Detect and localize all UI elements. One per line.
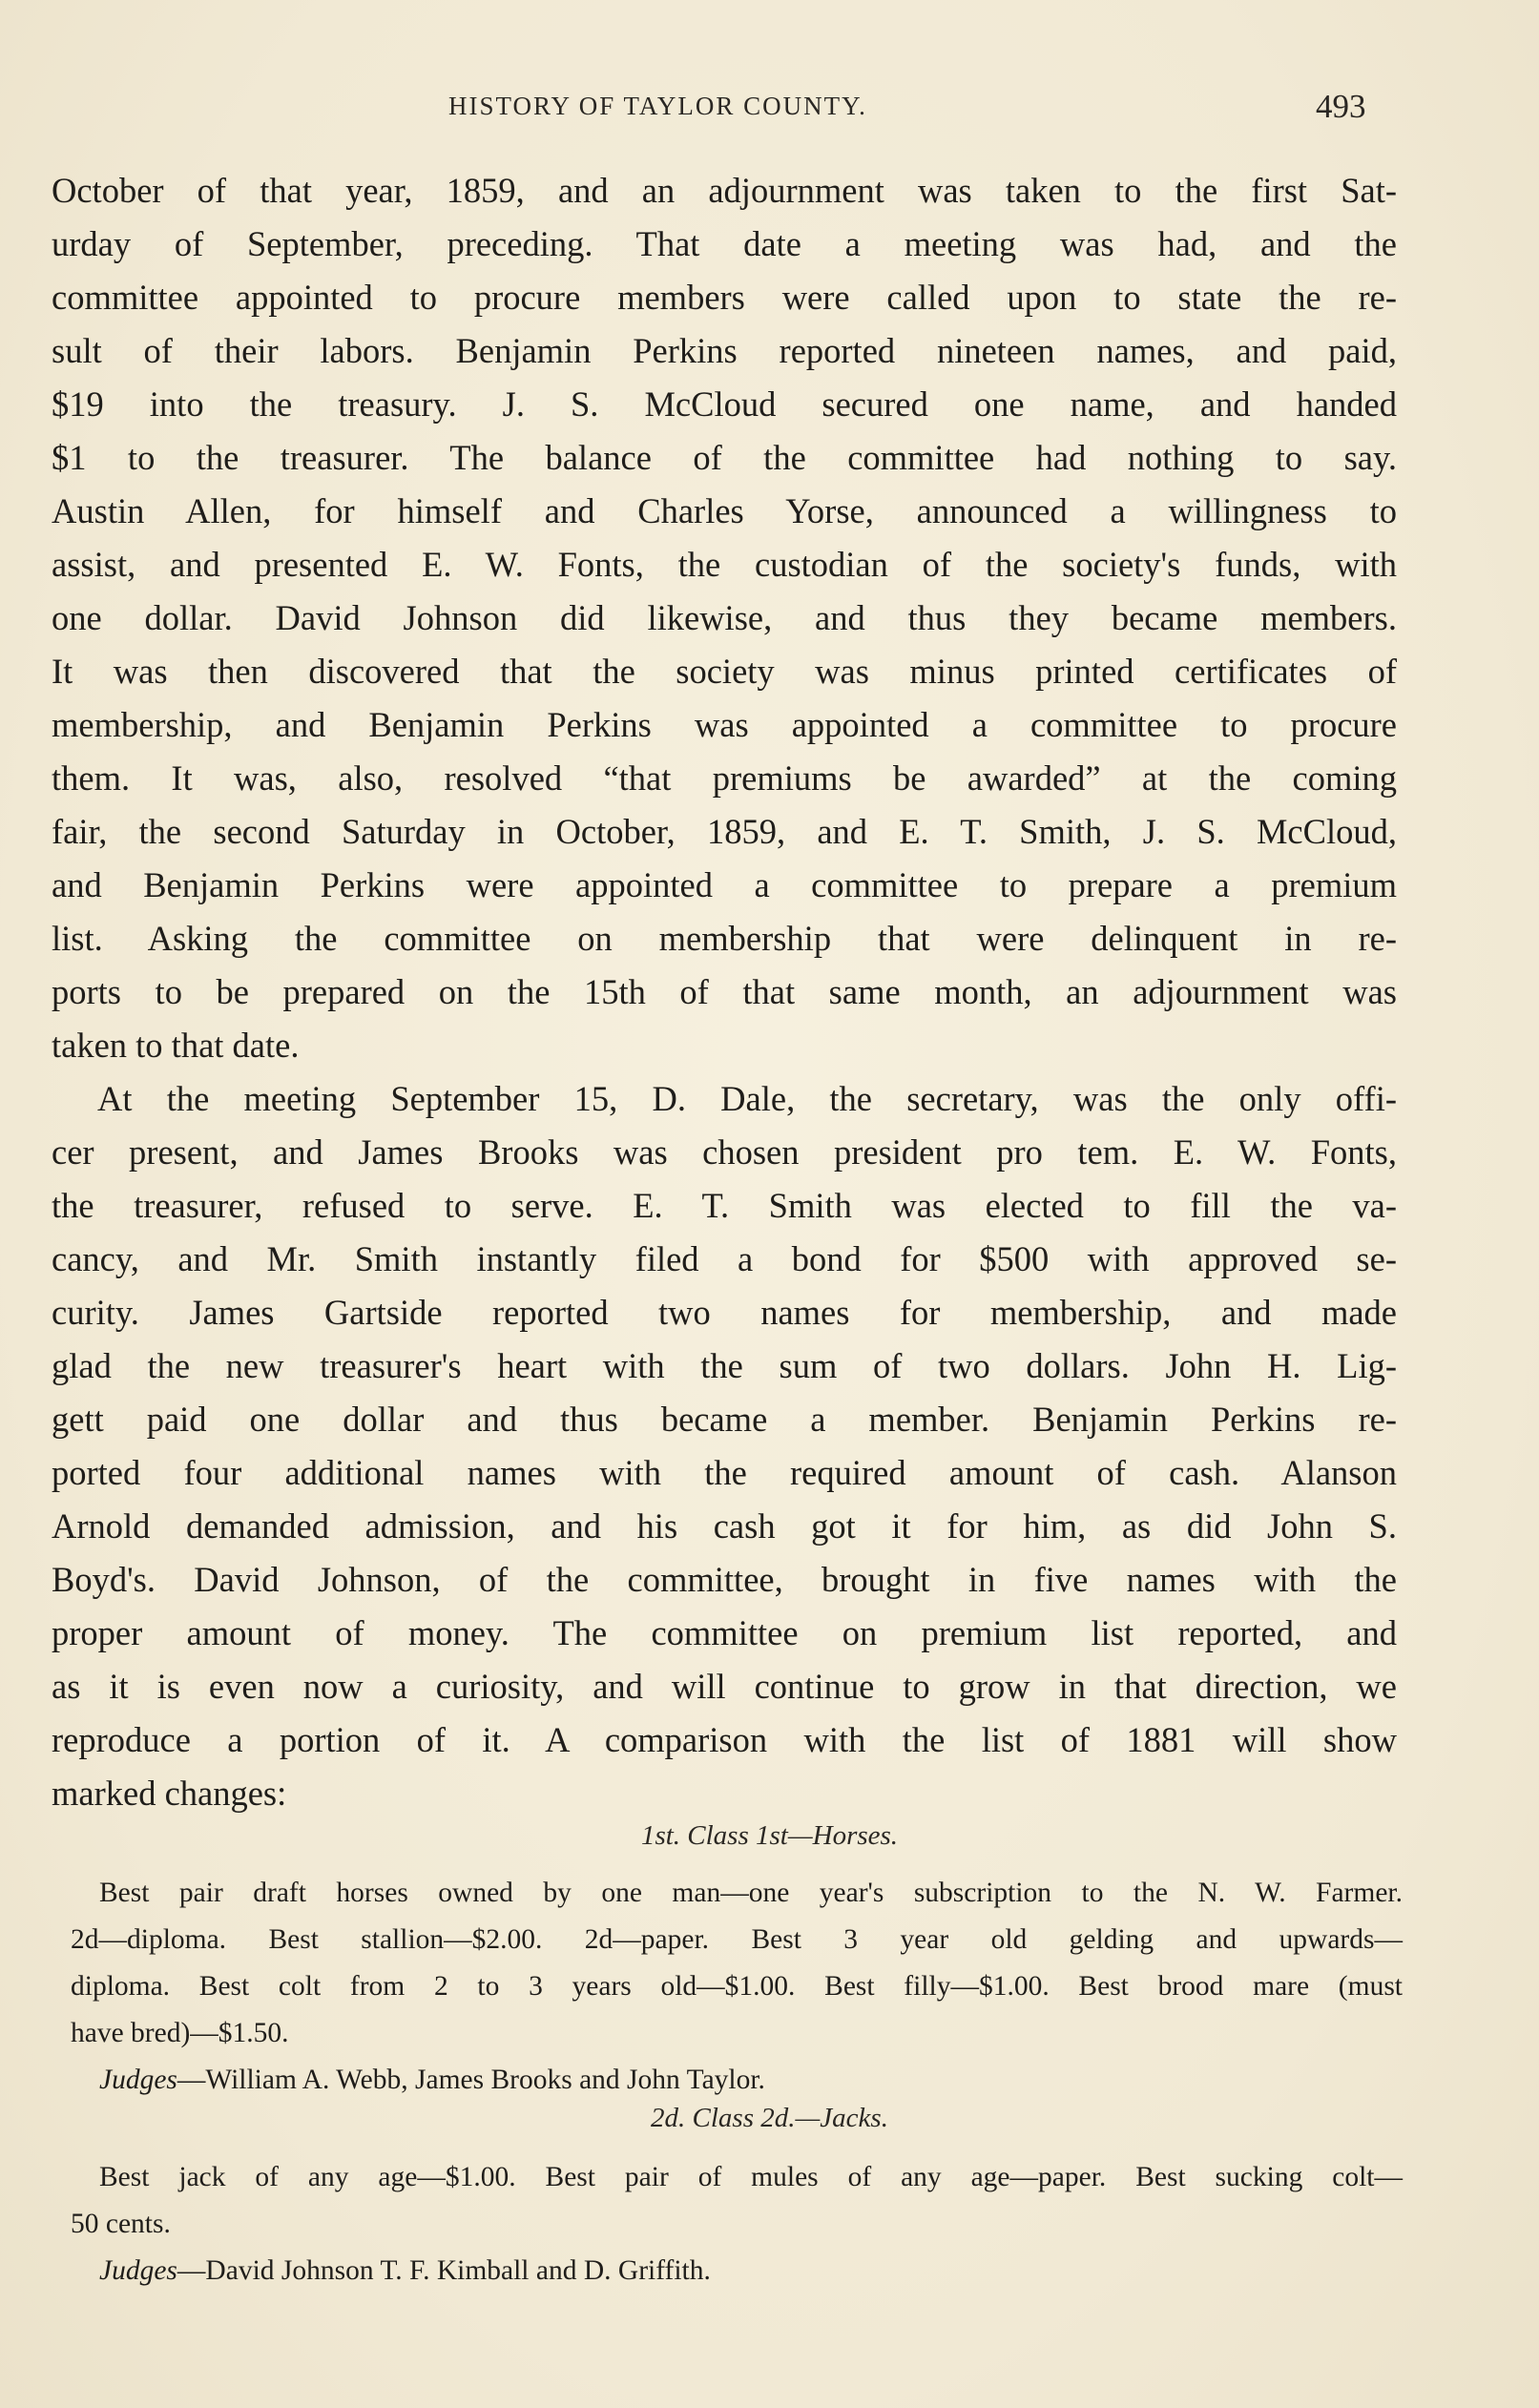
page-number: 493 xyxy=(1316,88,1366,125)
body-line: assist, and presented E. W. Fonts, the custodian of the society's funds, with xyxy=(52,545,1397,584)
body-line: gett paid one dollar and thus became a member. Benjamin Perkins re- xyxy=(52,1400,1397,1439)
body-line: list. Asking the committee on membership that were delinquent in re- xyxy=(52,919,1397,958)
judges-line xyxy=(71,2248,1403,2294)
body-line: curity. James Gartside reported two names for membership, and made xyxy=(52,1293,1397,1332)
body-text xyxy=(52,164,1397,1820)
body-line: October of that year, 1859, and an adjournment was taken to the first Sat- xyxy=(52,171,1397,210)
body-line: reproduce a portion of it. A comparison with the list of 1881 will show xyxy=(52,1720,1397,1759)
body-line: glad the new treasurer's heart with the sum of two dollars. John H. Lig- xyxy=(52,1346,1397,1385)
body-line: and Benjamin Perkins were appointed a committee to prepare a premium xyxy=(52,865,1397,904)
class2-title: 2d. Class 2d.—Jacks. xyxy=(651,2103,888,2133)
body-line: Boyd's. David Johnson, of the committee, brought in five names with the xyxy=(52,1560,1397,1599)
body-line: Austin Allen, for himself and Charles Yorse, announced a willingness to xyxy=(52,491,1397,530)
class1-title: 1st. Class 1st—Horses. xyxy=(640,1820,899,1851)
body-line: Arnold demanded admission, and his cash got it for him, as did John S. xyxy=(52,1506,1397,1546)
body-line: urday of September, preceding. That date a meeting was had, and the xyxy=(52,224,1397,263)
body-line: the treasurer, refused to serve. E. T. Smith was elected to fill the va- xyxy=(52,1186,1397,1225)
body-line: fair, the second Saturday in October, 1859, and E. T. Smith, J. S. McCloud, xyxy=(52,812,1397,851)
body-line: It was then discovered that the society was minus printed certificates of xyxy=(52,652,1397,691)
body-line: sult of their labors. Benjamin Perkins reported nineteen names, and paid, xyxy=(52,331,1397,370)
judges-names: —David Johnson T. F. Kimball and D. Griffith. xyxy=(177,2255,711,2286)
body-line: proper amount of money. The committee on premium list reported, and xyxy=(52,1613,1397,1652)
class2-premiums xyxy=(71,2154,1403,2294)
premium-line: 2d—diploma. Best stallion—$2.00. 2d—paper. Best 3 year old gelding and upwards— xyxy=(71,1924,1403,1955)
body-line: At the meeting September 15, D. Dale, the secretary, was the only offi- xyxy=(97,1079,1397,1118)
judges-line xyxy=(71,2057,1403,2104)
body-line: marked changes: xyxy=(52,1774,287,1813)
body-line: cer present, and James Brooks was chosen president pro tem. E. W. Fonts, xyxy=(52,1132,1397,1172)
body-line: ports to be prepared on the 15th of that same month, an adjournment was xyxy=(52,972,1397,1011)
body-line: committee appointed to procure members were called upon to state the re- xyxy=(52,278,1397,317)
body-line: ported four additional names with the required amount of cash. Alanson xyxy=(52,1453,1397,1492)
premium-line: Best jack of any age—$1.00. Best pair of mules of any age—paper. Best sucking colt— xyxy=(99,2162,1403,2192)
body-line: cancy, and Mr. Smith instantly filed a bond for $500 with approved se- xyxy=(52,1239,1397,1278)
body-line: as it is even now a curiosity, and will continue to grow in that direction, we xyxy=(52,1667,1397,1706)
running-head: HISTORY OF TAYLOR COUNTY. xyxy=(448,92,867,120)
body-line: one dollar. David Johnson did likewise, and thus they became members. xyxy=(52,598,1397,637)
body-line: taken to that date. xyxy=(52,1026,300,1065)
body-line: membership, and Benjamin Perkins was appointed a committee to procure xyxy=(52,705,1397,744)
judges-names: —William A. Webb, James Brooks and John Taylor. xyxy=(177,2065,765,2095)
judges-label: Judges xyxy=(99,2065,177,2095)
judges-label: Judges xyxy=(99,2255,177,2286)
premium-line: diploma. Best colt from 2 to 3 years old—$1.00. Best filly—$1.00. Best brood mare (must xyxy=(71,1971,1403,2002)
premium-line: 50 cents. xyxy=(71,2209,171,2239)
body-line: $19 into the treasury. J. S. McCloud secured one name, and handed xyxy=(52,384,1397,424)
premium-line: have bred)—$1.50. xyxy=(71,2018,289,2048)
body-line: $1 to the treasurer. The balance of the committee had nothing to say. xyxy=(52,438,1397,477)
class1-premiums xyxy=(71,1870,1403,2104)
body-line: them. It was, also, resolved “that premiums be awarded” at the coming xyxy=(52,758,1397,798)
premium-line: Best pair draft horses owned by one man—one year's subscription to the N. W. Farmer. xyxy=(99,1878,1403,1908)
